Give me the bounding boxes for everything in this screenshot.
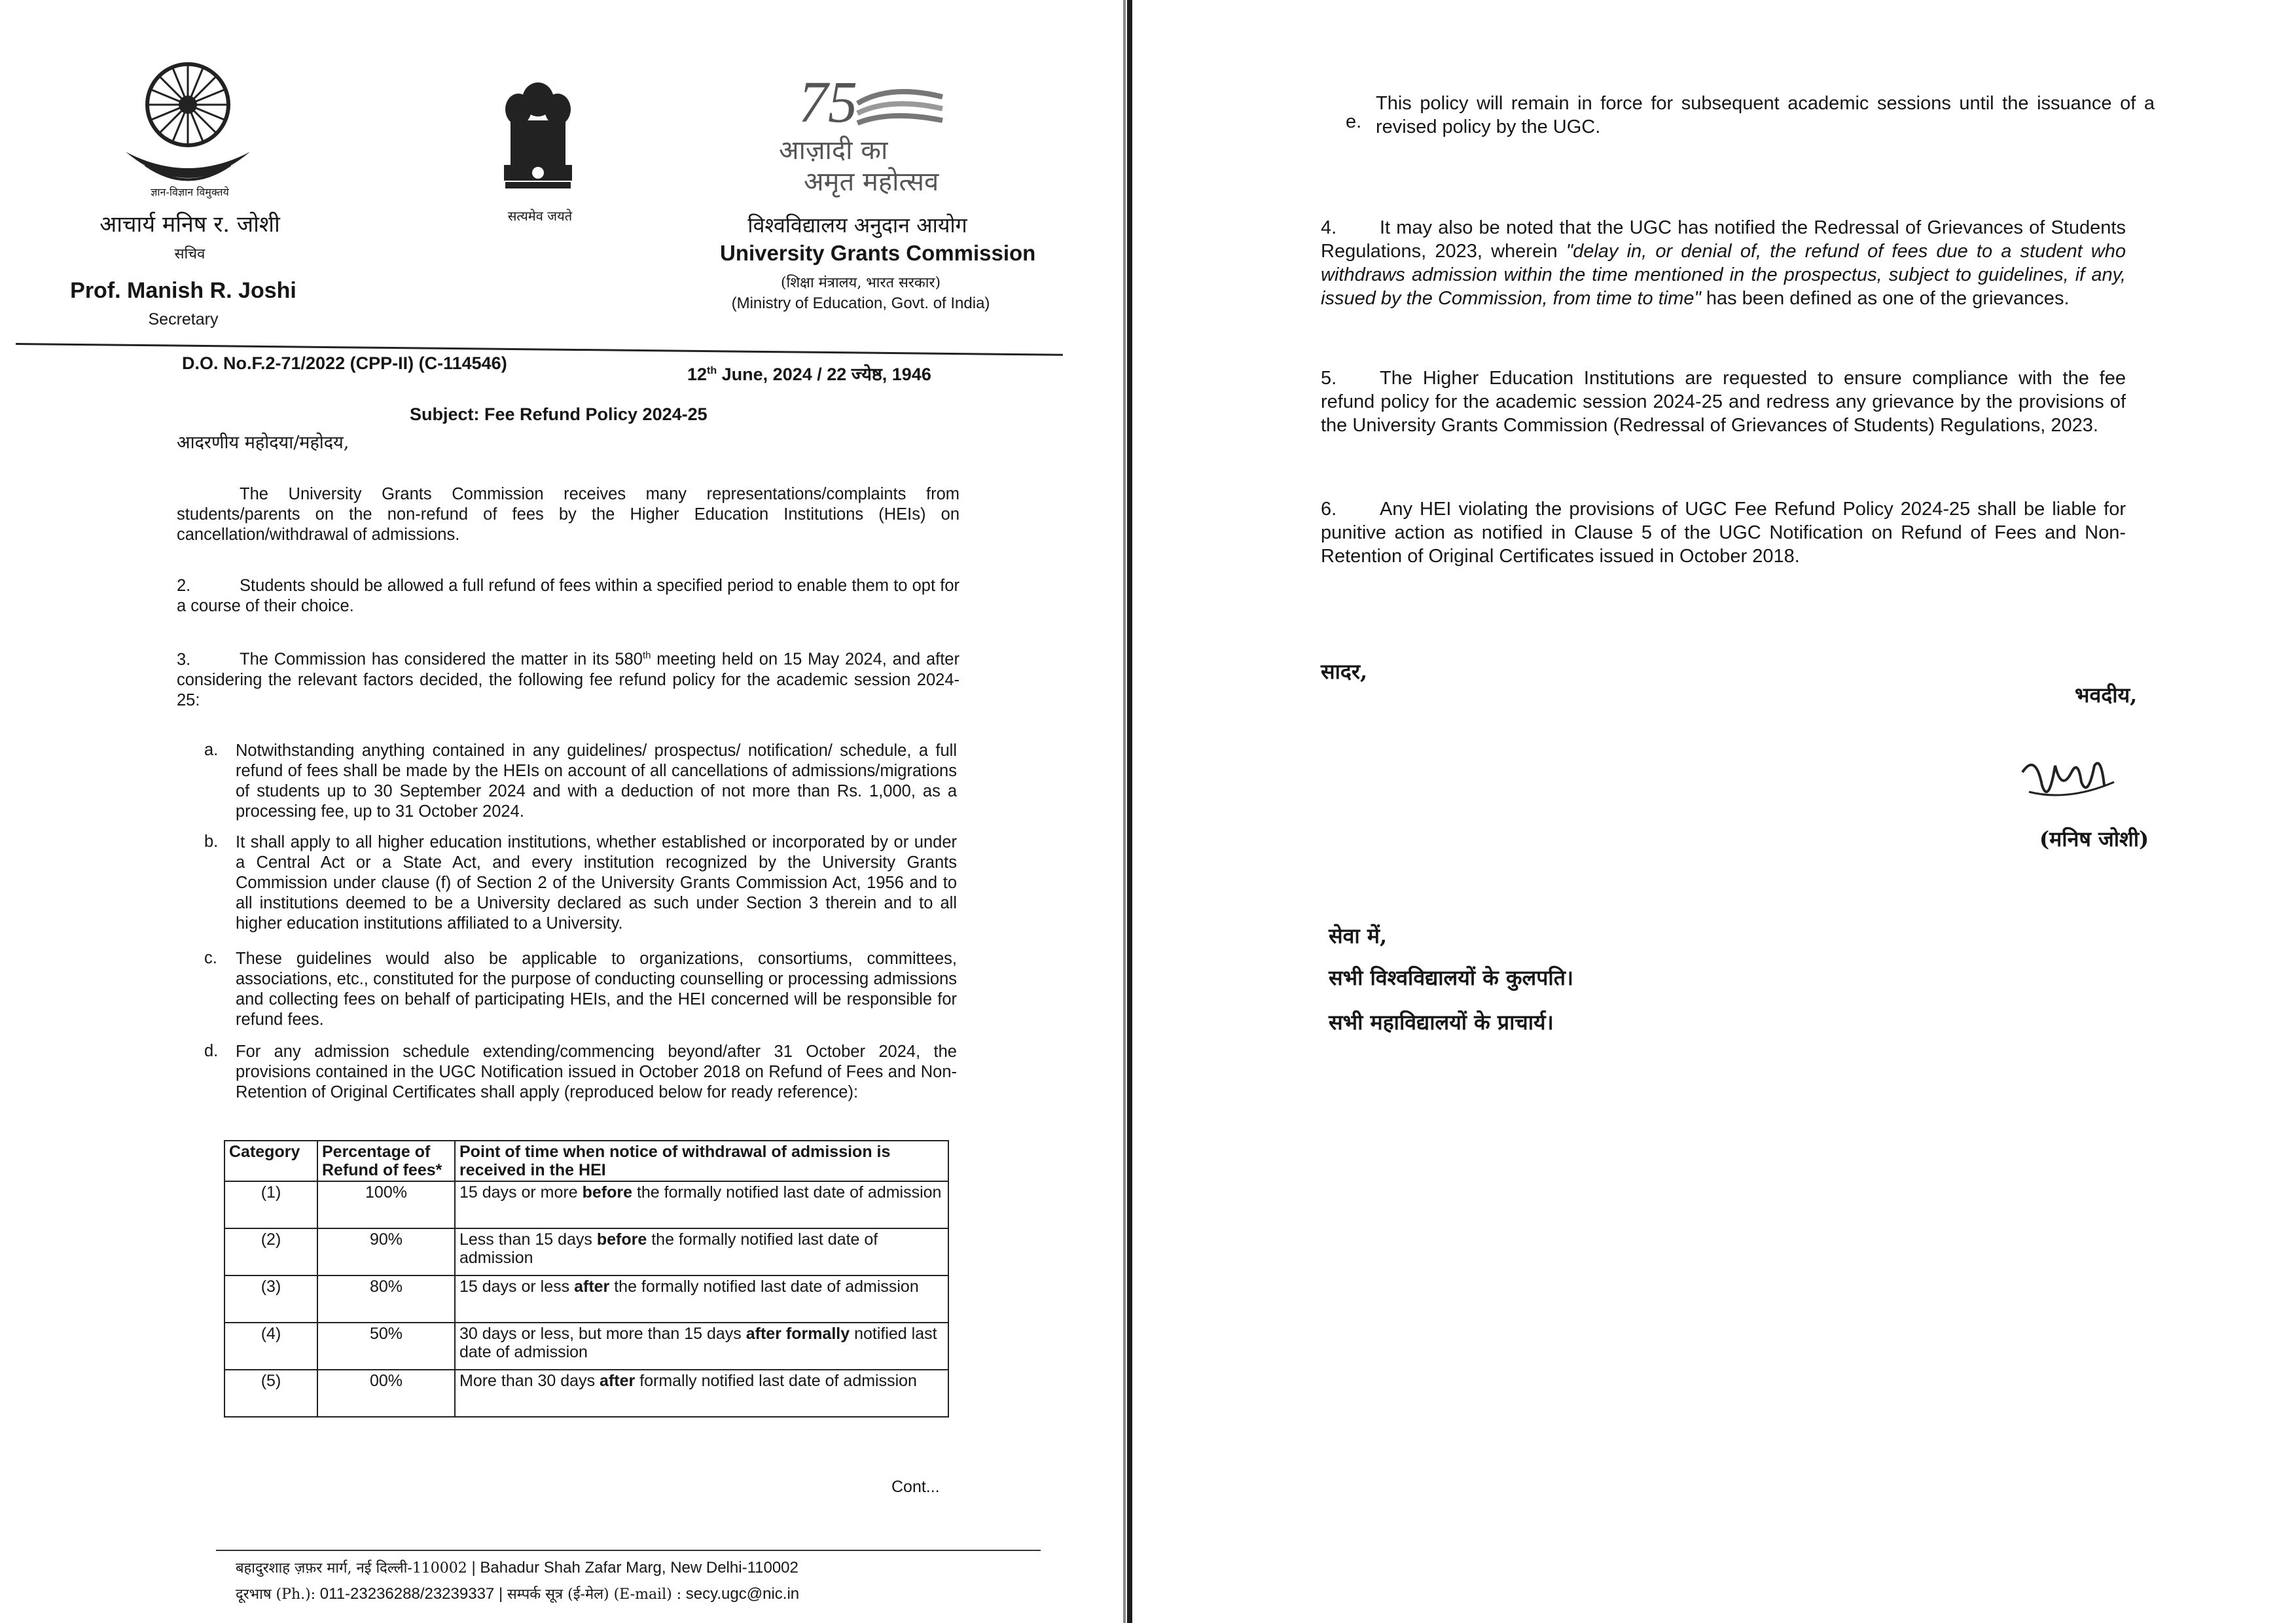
table-header-point-of-time: Point of time when notice of withdrawal of admission is received in the HEI (455, 1141, 948, 1181)
policy-item-e (1346, 92, 2157, 139)
signer-name: (मनिष जोशी) (2039, 827, 2149, 851)
cell-text-bold: after (600, 1372, 636, 1390)
emblem-motto: सत्यमेव जयते (507, 208, 573, 224)
policy-item-a-text: Notwithstanding anything contained in any guidelines/ prospectus/ notification/ schedule, a full refund of fees shall be made by the HEIs on account of all cancellations of admissions/migrations of students up to 30 September 2024 and with a deduction of not more than Rs. 1,000, as a processing fee, up to 31 October 2024. (236, 741, 957, 821)
paragraph-3 (177, 645, 960, 711)
ugc-name: University Grants Commission (720, 241, 1036, 265)
paragraph-6-text: Any HEI violating the provisions of UGC Fee Refund Policy 2024-25 shall be liable for punitive action as notified in Clause 5 of the UGC Notification on Refund of Fees and Non-Retention of Original Certificates issued in October 2018. (1321, 499, 2126, 567)
azadi-line1: आज़ादी का (779, 135, 888, 166)
policy-item-c (204, 949, 957, 1030)
table-row (224, 1228, 948, 1275)
azadi-75-text: 75 (798, 71, 857, 135)
table-header-category: Category (224, 1141, 317, 1181)
cell-text-pre: 15 days or more (459, 1183, 583, 1202)
paragraph-2-number: 2. (177, 577, 191, 595)
azadi-line2: अमृत महोत्सव (804, 167, 939, 197)
policy-item-e-label: e. (1346, 111, 1362, 132)
paragraph-1 (177, 484, 960, 545)
table-header-row (224, 1141, 948, 1181)
paragraph-5-text: The Higher Education Institutions are requested to ensure compliance with the fee refund policy for the academic session 2024-25 and redress any grievance by the provisions of the University Grants Commission (Redressal of Grievances of Students) Regulations, 2023. (1321, 368, 2126, 436)
paragraph-3-sup: th (642, 650, 651, 661)
cell-text-bold: after (574, 1277, 610, 1296)
do-number: D.O. No.F.2-71/2022 (CPP-II) (C-114546) (182, 353, 507, 373)
policy-item-c-text: These guidelines would also be applicable to organizations, consortiums, committees, associations, etc., constituted for the purpose of conducting counselling or processing admissions and collecting fees on behalf of participating HEIs, and the HEI concerned will be responsible for refund fees. (236, 950, 957, 1029)
footer-separator-2: | (498, 1585, 507, 1603)
table-cell-percentage: 00% (317, 1370, 455, 1417)
addressee-vice-chancellors: सभी विश्वविद्यालयों के कुलपति। (1329, 965, 1574, 990)
secretary-role-hindi: सचिव (174, 246, 206, 262)
table-row (224, 1181, 948, 1228)
policy-item-b-label: b. (204, 832, 219, 851)
addressee-principals: सभी महाविद्यालयों के प्राचार्य। (1329, 1010, 1554, 1035)
header-rule (16, 343, 1063, 356)
cell-text-bold: before (596, 1230, 647, 1249)
continued-note: Cont... (891, 1478, 940, 1496)
table-cell-category: (2) (224, 1228, 317, 1275)
table-header-percentage: Percentage of Refund of fees* (317, 1141, 455, 1181)
paragraph-5 (1321, 366, 2126, 437)
cell-text-pre: 15 days or less (459, 1277, 575, 1296)
table-cell-time (455, 1370, 948, 1417)
ugc-motto: ज्ञान-विज्ञान विमुक्तये (151, 186, 229, 198)
cell-text-post: notified last date of admission (459, 1325, 937, 1361)
table-cell-time (455, 1275, 948, 1323)
cell-text-post: the formally notified last date of admission (609, 1277, 919, 1296)
secretary-name: Prof. Manish R. Joshi (70, 278, 296, 303)
ugc-logo (119, 54, 257, 191)
footer-email: secy.ugc@nic.in (685, 1585, 800, 1603)
policy-item-e-text: This policy will remain in force for subsequent academic sessions until the issuance of a revised policy by the UGC. (1376, 93, 2155, 137)
state-emblem (499, 73, 577, 204)
closing-bhavdiya: भवदीय, (2075, 683, 2138, 707)
table-cell-category: (1) (224, 1181, 317, 1228)
paragraph-3-number: 3. (177, 650, 191, 669)
paragraph-6 (1321, 497, 2126, 568)
cell-text-pre: 30 days or less, but more than 15 days (459, 1325, 746, 1343)
cell-text-bold: before (582, 1183, 632, 1202)
table-row (224, 1323, 948, 1370)
footer-phone-label: दूरभाष (Ph.): (236, 1586, 316, 1603)
footer-phone: 011-23236288/23239337 (319, 1585, 495, 1603)
paragraph-1-text: The University Grants Commission receives many representations/complaints from students/parents on the non-refund of fees by the Higher Education Institutions (HEIs) on cancellation/withdrawal of admissions. (177, 485, 960, 544)
footer-contact (236, 1584, 799, 1603)
footer-address-hindi: बहादुरशाह ज़फ़र मार्ग, नई दिल्ली-110002 (236, 1560, 467, 1577)
date-day: 12 (687, 365, 708, 384)
table-cell-percentage: 50% (317, 1323, 455, 1370)
footer-address-english: Bahadur Shah Zafar Marg, New Delhi-110002 (480, 1559, 798, 1577)
paragraph-4-quote: "delay in, or denial of, the refund of fees due to a student who withdraws admission within the time mentioned in the prospectus, subject to guidelines, if any, issued by the Commission, from time to time" (1321, 241, 2126, 309)
ministry-hindi: (शिक्षा मंत्रालय, भारत सरकार) (780, 275, 941, 291)
salutation: आदरणीय महोदया/महोदय, (177, 433, 350, 453)
table-row (224, 1370, 948, 1417)
paragraph-6-number: 6. (1321, 499, 1337, 520)
paragraph-3-text-a: The Commission has considered the matter in its 580 (240, 650, 643, 669)
footer-address (236, 1558, 798, 1577)
policy-item-d (204, 1042, 957, 1103)
cell-text-pre: Less than 15 days (459, 1230, 597, 1249)
footer-separator: | (471, 1559, 480, 1577)
table-cell-percentage: 90% (317, 1228, 455, 1275)
paragraph-2-text: Students should be allowed a full refund of fees within a specified period to enable them to opt for a course of their choice. (177, 577, 960, 615)
table-cell-percentage: 80% (317, 1275, 455, 1323)
addressee-label: सेवा में, (1329, 923, 1388, 948)
policy-item-a-label: a. (204, 741, 219, 759)
secretary-name-hindi: आचार्य मनिष र. जोशी (99, 211, 280, 238)
footer-rule (216, 1550, 1041, 1551)
table-cell-time (455, 1181, 948, 1228)
cell-text-bold: after formally (745, 1325, 850, 1343)
paragraph-4 (1321, 216, 2126, 310)
paragraph-5-number: 5. (1321, 368, 1337, 389)
fee-refund-table (224, 1140, 949, 1418)
policy-item-c-label: c. (204, 949, 217, 967)
ministry-name: (Ministry of Education, Govt. of India) (731, 294, 990, 312)
closing-sadar: सादर, (1321, 659, 1368, 684)
letter-date (687, 361, 931, 385)
page-edge-shadow (1123, 0, 1126, 1623)
table-cell-percentage: 100% (317, 1181, 455, 1228)
policy-item-a (204, 741, 957, 822)
cell-text-post: the formally notified last date of admission (632, 1183, 942, 1202)
date-rest: June, 2024 / 22 ज्येष्ठ, 1946 (717, 365, 931, 384)
letter-page-2 (1132, 0, 2296, 1623)
table-cell-category: (5) (224, 1370, 317, 1417)
policy-item-b-text: It shall apply to all higher education institutions, whether established or incorporated by or under a Central Act or a State Act, and every institution recognized by the University Grants Commission under clause (f) of Section 2 of the University Grants Commission Act, 1956 and to all institutions deemed to be a University declared as such under Section 3 therein and to all higher education institutions affiliated to a University. (236, 833, 957, 933)
table-cell-time (455, 1228, 948, 1275)
signature (2016, 746, 2121, 818)
policy-item-d-text: For any admission schedule extending/commencing beyond/after 31 October 2024, the provisions contained in the UGC Notification issued in October 2018 on Refund of Fees and Non-Retention of Original Certificates shall apply (reproduced below for ready reference): (236, 1043, 957, 1101)
secretary-role: Secretary (148, 310, 219, 329)
date-suffix: th (707, 365, 717, 376)
table-cell-time (455, 1323, 948, 1370)
paragraph-4-text-b: has been defined as one of the grievances. (1700, 288, 2070, 309)
table-cell-category: (4) (224, 1323, 317, 1370)
footer-email-label: सम्पर्क सूत्र (ई-मेल) (E-mail) : (507, 1586, 682, 1603)
cell-text-post: the formally notified last date of admission (459, 1230, 878, 1267)
ugc-name-hindi: विश्वविद्यालय अनुदान आयोग (747, 213, 967, 238)
table-row (224, 1275, 948, 1323)
table-cell-category: (3) (224, 1275, 317, 1323)
policy-item-d-label: d. (204, 1042, 219, 1060)
cell-text-post: formally notified last date of admission (635, 1372, 917, 1390)
paragraph-2 (177, 576, 960, 616)
cell-text-pre: More than 30 days (459, 1372, 600, 1390)
policy-item-b (204, 832, 957, 934)
paragraph-3-text-b: meeting held on 15 May 2024, and after considering the relevant factors decided, the following fee refund policy for the academic session 2024-25: (177, 650, 960, 709)
letter-page-1 (0, 0, 1132, 1623)
subject-line: Subject: Fee Refund Policy 2024-25 (410, 404, 708, 424)
paragraph-4-text-a: It may also be noted that the UGC has notified the Redressal of Grievances of Students Regulations, 2023, wherein (1321, 217, 2126, 262)
paragraph-4-number: 4. (1321, 217, 1337, 238)
